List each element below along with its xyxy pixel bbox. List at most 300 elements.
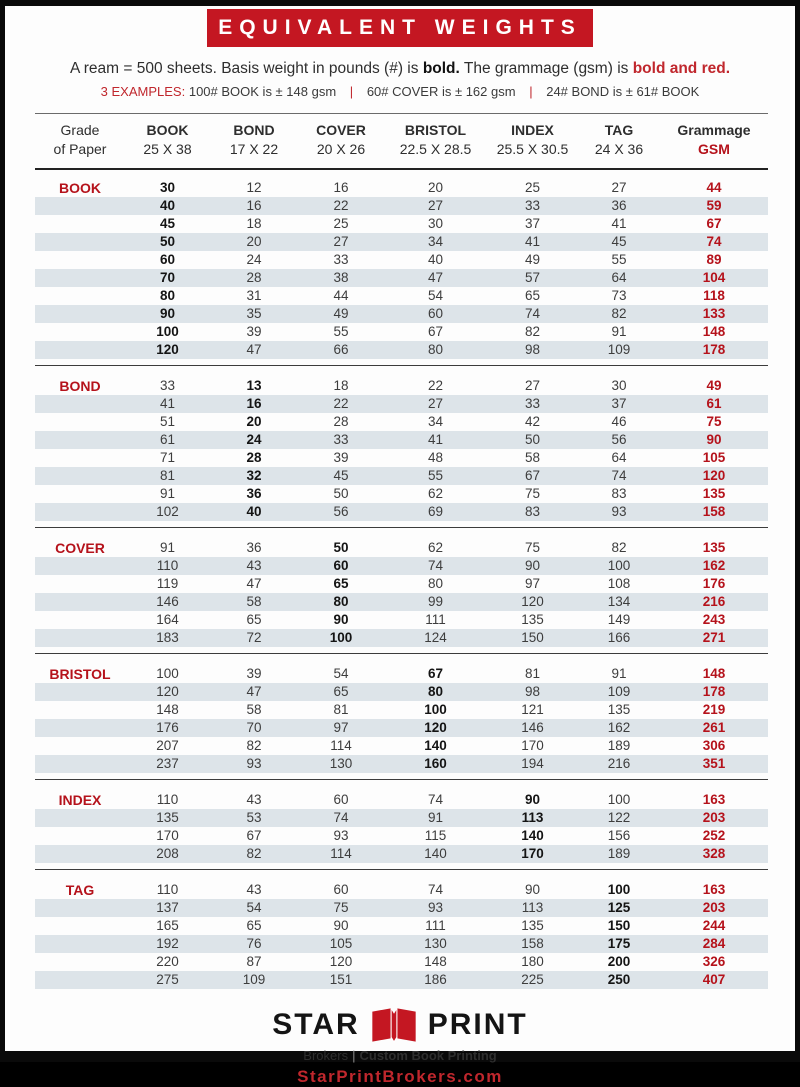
cell: 39 <box>246 665 262 681</box>
cell: 82 <box>246 845 262 861</box>
cell: 38 <box>333 269 349 285</box>
section-index <box>35 779 768 863</box>
cell: 326 <box>702 953 726 969</box>
cell: 43 <box>246 557 262 573</box>
cell: 42 <box>524 413 541 429</box>
cell: 156 <box>607 827 631 843</box>
cell: 60 <box>333 557 349 573</box>
title-banner <box>207 9 593 47</box>
cell: 148 <box>702 665 726 681</box>
cell: 162 <box>607 719 631 735</box>
cell: 97 <box>524 575 541 591</box>
cell: 67 <box>427 323 444 339</box>
cell: 135 <box>521 917 544 933</box>
cell: 27 <box>333 233 349 249</box>
cell: 166 <box>607 629 631 645</box>
cell: 70 <box>159 269 176 285</box>
cell: 74 <box>611 467 627 483</box>
cell: 27 <box>427 395 444 411</box>
cell: 33 <box>524 197 541 213</box>
table-row <box>35 683 768 701</box>
cell: 150 <box>521 629 544 645</box>
cell: 189 <box>607 845 631 861</box>
weights-table <box>35 113 768 989</box>
cell: 60 <box>159 251 176 267</box>
cell: 44 <box>706 179 722 195</box>
cell: 207 <box>156 737 179 753</box>
cell: 164 <box>156 611 179 627</box>
cell: 194 <box>521 755 544 771</box>
cell: 105 <box>702 449 726 465</box>
cell: 55 <box>427 467 444 483</box>
table-row <box>35 971 768 989</box>
cell: 47 <box>427 269 444 285</box>
example-2: 60# COVER is ± 162 gsm <box>366 84 516 99</box>
cell: 328 <box>702 845 726 861</box>
cell: 243 <box>702 611 726 627</box>
cell: 32 <box>246 467 262 483</box>
cell: 271 <box>702 629 726 645</box>
intro-part1: A ream = 500 sheets. Basis weight in pounds (#) is <box>69 60 423 77</box>
cell: 120 <box>521 593 544 609</box>
cell: 120 <box>329 953 353 969</box>
cell: 60 <box>333 881 349 897</box>
cell: 100 <box>607 881 631 897</box>
cell: 76 <box>246 935 262 951</box>
table-row <box>35 953 768 971</box>
cell: 64 <box>611 269 627 285</box>
cell: 104 <box>702 269 726 285</box>
cell: 200 <box>607 953 631 969</box>
cell: 33 <box>333 431 349 447</box>
cell: 105 <box>329 935 353 951</box>
cell: 36 <box>246 485 262 501</box>
cell: 244 <box>702 917 726 933</box>
cell: 146 <box>156 593 179 609</box>
col-header-tag: TAG 24 X 36 <box>594 122 644 157</box>
cell: 74 <box>706 233 722 249</box>
cell: 57 <box>524 269 541 285</box>
cell: 170 <box>521 737 544 753</box>
cell: 60 <box>333 791 349 807</box>
cell: 186 <box>424 971 447 987</box>
cell: 140 <box>424 845 447 861</box>
cell: 170 <box>521 845 544 861</box>
col-header-bond: BOND 17 X 22 <box>229 122 279 157</box>
cell: 22 <box>333 395 349 411</box>
table-row <box>35 881 768 899</box>
cell: 40 <box>159 197 176 213</box>
cell: 27 <box>524 377 541 393</box>
cell: 74 <box>524 305 541 321</box>
cell: 50 <box>333 485 349 501</box>
cell: 49 <box>524 251 541 267</box>
cell: 113 <box>521 899 544 915</box>
cell: 148 <box>702 323 726 339</box>
cell: 74 <box>427 557 444 573</box>
table-body <box>35 177 768 989</box>
table-row <box>35 719 768 737</box>
section-cover <box>35 527 768 647</box>
cell: 120 <box>156 683 179 699</box>
cell: 163 <box>702 791 726 807</box>
intro-part2: The grammage (gsm) is <box>459 60 633 77</box>
cell: 33 <box>524 395 541 411</box>
cell: 56 <box>611 431 627 447</box>
table-row <box>35 899 768 917</box>
cell: 150 <box>607 917 631 933</box>
table-row <box>35 629 768 647</box>
cell: 81 <box>159 467 176 483</box>
cell: 93 <box>333 827 349 843</box>
cell: 100 <box>156 323 179 339</box>
table-row <box>35 413 768 431</box>
cell: 50 <box>159 233 176 249</box>
cell: 31 <box>246 287 262 303</box>
cell: 48 <box>427 449 444 465</box>
cell: 43 <box>246 881 262 897</box>
example-3: 24# BOND is ± 61# BOOK <box>546 84 700 99</box>
cell: 91 <box>159 485 176 501</box>
table-row <box>35 827 768 845</box>
table-row <box>35 251 768 269</box>
table-row <box>35 197 768 215</box>
cell: 160 <box>424 755 447 771</box>
pipe-separator: | <box>529 84 533 99</box>
cell: 47 <box>246 683 262 699</box>
cell: 83 <box>611 485 627 501</box>
table-row <box>35 611 768 629</box>
cell: 58 <box>246 701 262 717</box>
cell: 99 <box>427 593 444 609</box>
cell: 189 <box>607 737 631 753</box>
cell: 37 <box>611 395 627 411</box>
cell: 75 <box>706 413 722 429</box>
cell: 93 <box>246 755 262 771</box>
table-row <box>35 575 768 593</box>
table-row <box>35 737 768 755</box>
cell: 81 <box>333 701 349 717</box>
table-row <box>35 593 768 611</box>
cell: 39 <box>333 449 349 465</box>
cell: 175 <box>607 935 631 951</box>
cell: 70 <box>246 719 262 735</box>
cell: 148 <box>424 953 447 969</box>
cell: 90 <box>159 305 176 321</box>
section-label: TAG <box>65 881 95 898</box>
cell: 73 <box>611 287 627 303</box>
cell: 135 <box>156 809 179 825</box>
cell: 82 <box>524 323 541 339</box>
cell: 134 <box>607 593 631 609</box>
cell: 100 <box>156 665 179 681</box>
cell: 36 <box>611 197 627 213</box>
cell: 183 <box>156 629 179 645</box>
section-book <box>35 177 768 359</box>
cell: 120 <box>156 341 179 357</box>
cell: 100 <box>607 791 631 807</box>
cell: 180 <box>521 953 544 969</box>
section-bristol <box>35 653 768 773</box>
cell: 90 <box>524 881 541 897</box>
cell: 25 <box>333 215 349 231</box>
cell: 91 <box>611 323 627 339</box>
section-label: INDEX <box>58 791 102 808</box>
cell: 216 <box>702 593 726 609</box>
cell: 102 <box>156 503 179 519</box>
cell: 16 <box>246 395 262 411</box>
table-row <box>35 485 768 503</box>
cell: 13 <box>246 377 262 393</box>
cell: 40 <box>427 251 444 267</box>
cell: 275 <box>156 971 179 987</box>
cell: 56 <box>333 503 349 519</box>
table-row <box>35 917 768 935</box>
cell: 151 <box>329 971 353 987</box>
table-row <box>35 377 768 395</box>
table-row <box>35 935 768 953</box>
cell: 82 <box>246 737 262 753</box>
cell: 203 <box>702 899 726 915</box>
table-header-row <box>35 113 768 170</box>
cell: 162 <box>702 557 726 573</box>
cell: 80 <box>427 683 444 699</box>
cell: 35 <box>246 305 262 321</box>
cell: 50 <box>333 539 349 555</box>
cell: 61 <box>706 395 722 411</box>
cell: 22 <box>333 197 349 213</box>
cell: 22 <box>427 377 444 393</box>
cell: 75 <box>333 899 349 915</box>
cell: 135 <box>607 701 631 717</box>
logo-word-print: PRINT <box>427 1007 528 1041</box>
section-label: BOOK <box>59 179 101 196</box>
cell: 34 <box>427 233 444 249</box>
cell: 34 <box>427 413 444 429</box>
cell: 18 <box>246 215 262 231</box>
cell: 109 <box>607 683 631 699</box>
cell: 114 <box>330 845 352 861</box>
col-header-bristol: BRISTOL 22.5 X 28.5 <box>399 122 472 157</box>
table-row <box>35 503 768 521</box>
cell: 203 <box>702 809 726 825</box>
cell: 82 <box>611 305 627 321</box>
table-row <box>35 557 768 575</box>
cell: 54 <box>427 287 444 303</box>
cell: 60 <box>427 305 444 321</box>
table-row <box>35 179 768 197</box>
cell: 90 <box>524 557 541 573</box>
tagline-service: Custom Book Printing <box>359 1047 497 1063</box>
cell: 165 <box>156 917 179 933</box>
cell: 80 <box>159 287 176 303</box>
cell: 80 <box>427 341 444 357</box>
cell: 137 <box>156 899 179 915</box>
table-row <box>35 539 768 557</box>
cell: 41 <box>524 233 541 249</box>
intro-text <box>5 60 795 78</box>
cell: 100 <box>607 557 631 573</box>
cell: 61 <box>159 431 176 447</box>
cell: 80 <box>427 575 444 591</box>
table-row <box>35 791 768 809</box>
cell: 20 <box>246 233 262 249</box>
cell: 53 <box>246 809 262 825</box>
cell: 111 <box>425 611 446 627</box>
cell: 49 <box>706 377 722 393</box>
cell: 158 <box>702 503 726 519</box>
cell: 33 <box>333 251 349 267</box>
col-header-cover: COVER 20 X 26 <box>316 122 366 157</box>
cell: 66 <box>333 341 349 357</box>
cell: 351 <box>702 755 726 771</box>
cell: 69 <box>427 503 444 519</box>
cell: 54 <box>246 899 262 915</box>
cell: 109 <box>242 971 266 987</box>
cell: 111 <box>425 917 446 933</box>
col-header-book: BOOK 25 X 38 <box>143 122 192 157</box>
cell: 41 <box>611 215 627 231</box>
cell: 110 <box>156 791 179 807</box>
cell: 74 <box>333 809 349 825</box>
cell: 115 <box>424 827 447 843</box>
cell: 176 <box>702 575 726 591</box>
cell: 90 <box>706 431 722 447</box>
cell: 67 <box>524 467 541 483</box>
cell: 91 <box>611 665 627 681</box>
cell: 64 <box>611 449 627 465</box>
cell: 110 <box>156 557 179 573</box>
table-row <box>35 809 768 827</box>
cell: 149 <box>607 611 631 627</box>
cell: 54 <box>333 665 349 681</box>
cell: 306 <box>702 737 726 753</box>
flyer-body <box>5 6 795 1086</box>
cell: 133 <box>702 305 726 321</box>
cell: 81 <box>524 665 541 681</box>
cell: 30 <box>611 377 627 393</box>
logo-word-star: STAR <box>272 1007 360 1041</box>
examples-line <box>5 84 795 99</box>
cell: 59 <box>706 197 722 213</box>
cell: 39 <box>246 323 262 339</box>
cell: 98 <box>524 683 541 699</box>
cell: 125 <box>607 899 631 915</box>
cell: 72 <box>246 629 262 645</box>
cell: 140 <box>521 827 544 843</box>
cell: 178 <box>702 341 726 357</box>
cell: 41 <box>427 431 444 447</box>
cell: 20 <box>427 179 444 195</box>
logo-tagline <box>5 1048 795 1063</box>
pipe-separator: | <box>349 84 354 99</box>
cell: 219 <box>702 701 726 717</box>
cell: 135 <box>702 485 726 501</box>
cell: 30 <box>427 215 444 231</box>
cell: 65 <box>246 917 262 933</box>
cell: 45 <box>333 467 349 483</box>
cell: 45 <box>611 233 627 249</box>
cell: 65 <box>246 611 262 627</box>
cell: 43 <box>246 791 262 807</box>
cell: 58 <box>524 449 541 465</box>
table-row <box>35 431 768 449</box>
cell: 65 <box>524 287 541 303</box>
table-row <box>35 449 768 467</box>
cell: 90 <box>524 791 541 807</box>
cell: 30 <box>159 179 176 195</box>
cell: 62 <box>427 539 444 555</box>
cell: 158 <box>521 935 544 951</box>
cell: 47 <box>246 575 262 591</box>
cell: 71 <box>159 449 176 465</box>
cell: 91 <box>427 809 444 825</box>
cell: 109 <box>607 341 631 357</box>
cell: 75 <box>524 485 541 501</box>
cell: 90 <box>333 611 349 627</box>
cell: 90 <box>333 917 349 933</box>
website-link[interactable]: StarPrintBrokers.com <box>297 1066 503 1086</box>
table-row <box>35 323 768 341</box>
cell: 220 <box>156 953 179 969</box>
cell: 225 <box>521 971 544 987</box>
cell: 28 <box>246 449 262 465</box>
cell: 62 <box>427 485 444 501</box>
cell: 45 <box>159 215 176 231</box>
cell: 122 <box>607 809 631 825</box>
table-row <box>35 665 768 683</box>
cell: 130 <box>424 935 447 951</box>
table-row <box>35 341 768 359</box>
cell: 121 <box>521 701 544 717</box>
table-row <box>35 395 768 413</box>
intro-bold-red: bold and red. <box>632 60 731 77</box>
cell: 89 <box>706 251 722 267</box>
cell: 108 <box>607 575 631 591</box>
cell: 124 <box>424 629 447 645</box>
cell: 27 <box>611 179 627 195</box>
examples-label: 3 EXAMPLES: <box>100 84 186 99</box>
table-row <box>35 701 768 719</box>
table-row <box>35 755 768 773</box>
page-title: EQUIVALENT WEIGHTS <box>218 16 582 39</box>
section-label: BOND <box>59 377 101 394</box>
cell: 49 <box>333 305 349 321</box>
cell: 75 <box>524 539 541 555</box>
table-row <box>35 305 768 323</box>
cell: 135 <box>521 611 544 627</box>
cell: 87 <box>246 953 262 969</box>
cell: 114 <box>330 737 352 753</box>
cell: 140 <box>424 737 447 753</box>
cell: 16 <box>246 197 262 213</box>
example-1: 100# BOOK is ± 148 gsm <box>188 84 337 99</box>
cell: 28 <box>333 413 349 429</box>
cell: 40 <box>246 503 262 519</box>
cell: 148 <box>156 701 179 717</box>
cell: 65 <box>333 683 349 699</box>
cell: 28 <box>246 269 262 285</box>
cell: 82 <box>611 539 627 555</box>
cell: 58 <box>246 593 262 609</box>
table-row <box>35 287 768 305</box>
cell: 252 <box>702 827 726 843</box>
cell: 163 <box>702 881 726 897</box>
tagline-brokers: Brokers <box>303 1047 349 1063</box>
cell: 47 <box>246 341 262 357</box>
table-row <box>35 233 768 251</box>
cell: 12 <box>246 179 262 195</box>
